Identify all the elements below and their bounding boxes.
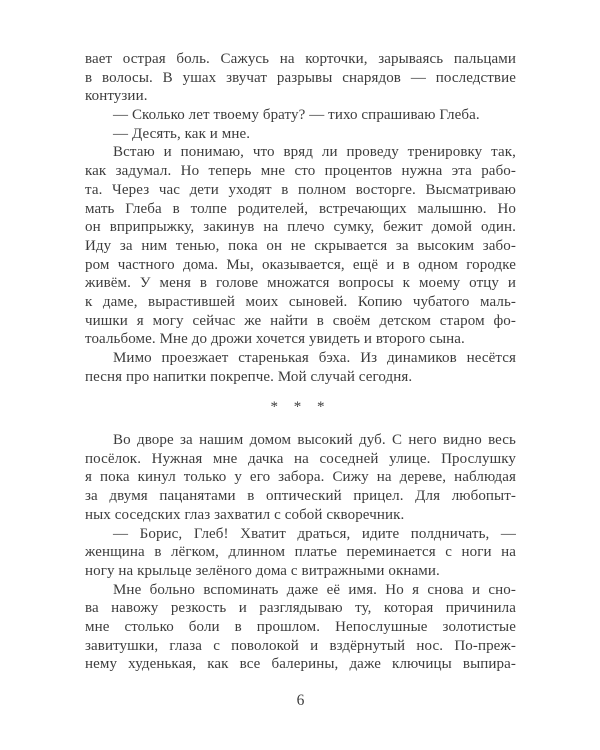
text-line: ных соседских глаз захватил с собой скворечник. <box>85 506 405 523</box>
text-line: живём. У меня в голове множатся вопросы к моему отцу и <box>85 275 516 292</box>
text-line: вает острая боль. Сажусь на корточки, зарываясь пальцами <box>85 51 516 67</box>
text-line: за двумя пацанятами в оптический прицел. Для любопыт- <box>85 488 516 505</box>
text-line: чишки я могу сейчас же найти в своём детском старом фо- <box>85 312 516 329</box>
text-line: мне столько боли в прошлом. Непослушные золотистые <box>85 618 516 635</box>
text-line: завитушки, глаза с поволокой и вздёрнутый нос. По-преж- <box>85 637 516 654</box>
paragraph <box>85 50 516 106</box>
paragraph <box>85 431 516 524</box>
text-line: ногу на крыльце зелёного дома с витражными окнами. <box>85 562 440 579</box>
paragraph <box>85 349 516 386</box>
text-line: — Сколько лет твоему брату? — тихо спрашиваю Глеба. <box>113 107 480 124</box>
paragraph <box>85 525 516 581</box>
text-line: мать Глеба в толпе родителей, встречающих малышню. Но <box>85 200 516 217</box>
paragraph <box>85 143 516 349</box>
text-line: в волосы. В ушах звучат разрывы снарядов — последствие <box>85 69 516 86</box>
text-line: нему худенькая, как все балерины, даже ключицы выпира- <box>85 656 516 673</box>
text-line: как задумал. Но теперь мне сто процентов нужна эта рабо- <box>85 163 516 180</box>
text-block <box>85 50 516 674</box>
text-line: он вприпрыжку, закинув на плечо сумку, бежит домой один. <box>85 219 516 236</box>
text-line: Мне больно вспоминать даже её имя. Но я снова и сно- <box>113 581 516 598</box>
text-line: женщина в лёгком, длинном платье переминается с ноги на <box>85 544 516 561</box>
page-number: 6 <box>296 692 305 709</box>
text-line: тоальбоме. Мне до дрожи хочется увидеть и второго сына. <box>85 331 465 348</box>
text-line: Во дворе за нашим домом высокий дуб. С него видно весь <box>113 432 516 449</box>
paragraph <box>85 581 516 674</box>
text-line: песня про напитки покрепче. Мой случай сегодня. <box>85 368 413 385</box>
text-line: Мимо проезжает старенькая бэха. Из динамиков несётся <box>113 350 516 366</box>
paragraph <box>85 106 516 125</box>
text-line: — Борис, Глеб! Хватит драться, идите полдничать, — <box>113 525 516 542</box>
paragraph <box>85 125 516 144</box>
text-line: та. Через час дети уходят в полном восторге. Высматриваю <box>85 181 516 198</box>
section-separator: * * * <box>270 399 331 416</box>
text-line: к даме, вырастившей моих сыновей. Копию чубатого маль- <box>85 293 516 310</box>
text-line: Встаю и понимаю, что вряд ли проведу тренировку так, <box>113 144 516 161</box>
text-line: Иду за ним тенью, пока он не скрывается за высоким забо- <box>85 237 516 254</box>
text-line: ва навожу резкость и разглядываю ту, которая причинила <box>85 600 516 617</box>
text-line: я пока кинул только у его забора. Сижу на дереве, наблюдая <box>85 469 516 486</box>
text-line: — Десять, как и мне. <box>113 125 251 142</box>
text-line: ром частного дома. Мы, оказывается, ещё и в одном городке <box>85 256 516 273</box>
text-line: контузии. <box>85 88 148 105</box>
text-line: посёлок. Нужная мне дачка на соседней улице. Прослушку <box>85 450 516 467</box>
